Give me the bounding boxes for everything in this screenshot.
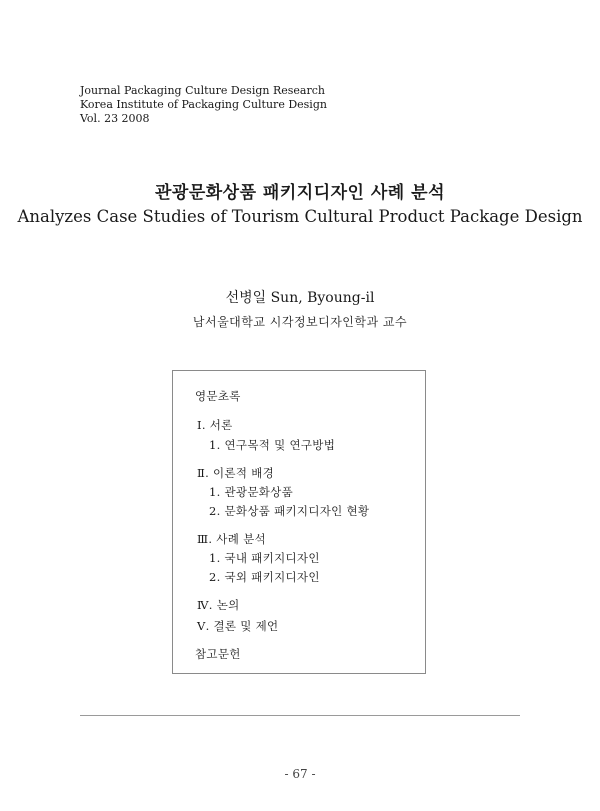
toc-item: 1. 국내 패키지디자인 <box>209 551 320 565</box>
toc-item: 1. 관광문화상품 <box>209 485 293 499</box>
toc-item: Ⅳ. 논의 <box>197 598 240 612</box>
toc-item: Ⅴ. 결론 및 제언 <box>197 619 279 633</box>
journal-institute: Korea Institute of Packaging Culture Design <box>80 98 327 111</box>
author-affiliation: 남서울대학교 시각정보디자인학과 교수 <box>192 315 408 329</box>
paper-title-korean: 관광문화상품 패키지디자인 사례 분석 <box>154 183 445 203</box>
journal-name: Journal Packaging Culture Design Research <box>80 84 325 97</box>
paper-title-english: Analyzes Case Studies of Tourism Cultural Product Package Design <box>17 207 583 226</box>
toc-heading: 영문초록 <box>195 389 241 403</box>
toc-item: 2. 국외 패키지디자인 <box>209 570 320 584</box>
toc-item: Ⅲ. 사례 분석 <box>197 532 266 546</box>
toc-item: 참고문헌 <box>195 647 241 661</box>
table-of-contents-box <box>172 370 426 674</box>
journal-volume: Vol. 23 2008 <box>80 112 150 125</box>
journal-header <box>80 84 327 126</box>
toc-item: Ⅰ. 서론 <box>197 418 233 432</box>
toc-item: 1. 연구목적 및 연구방법 <box>209 438 336 452</box>
page-number: - 67 - <box>284 767 316 781</box>
footer-divider <box>80 715 520 716</box>
toc-item: 2. 문화상품 패키지디자인 현황 <box>209 504 370 518</box>
author-name: 선병일 Sun, Byoung-il <box>225 290 375 306</box>
toc-item: Ⅱ. 이론적 배경 <box>197 466 275 480</box>
